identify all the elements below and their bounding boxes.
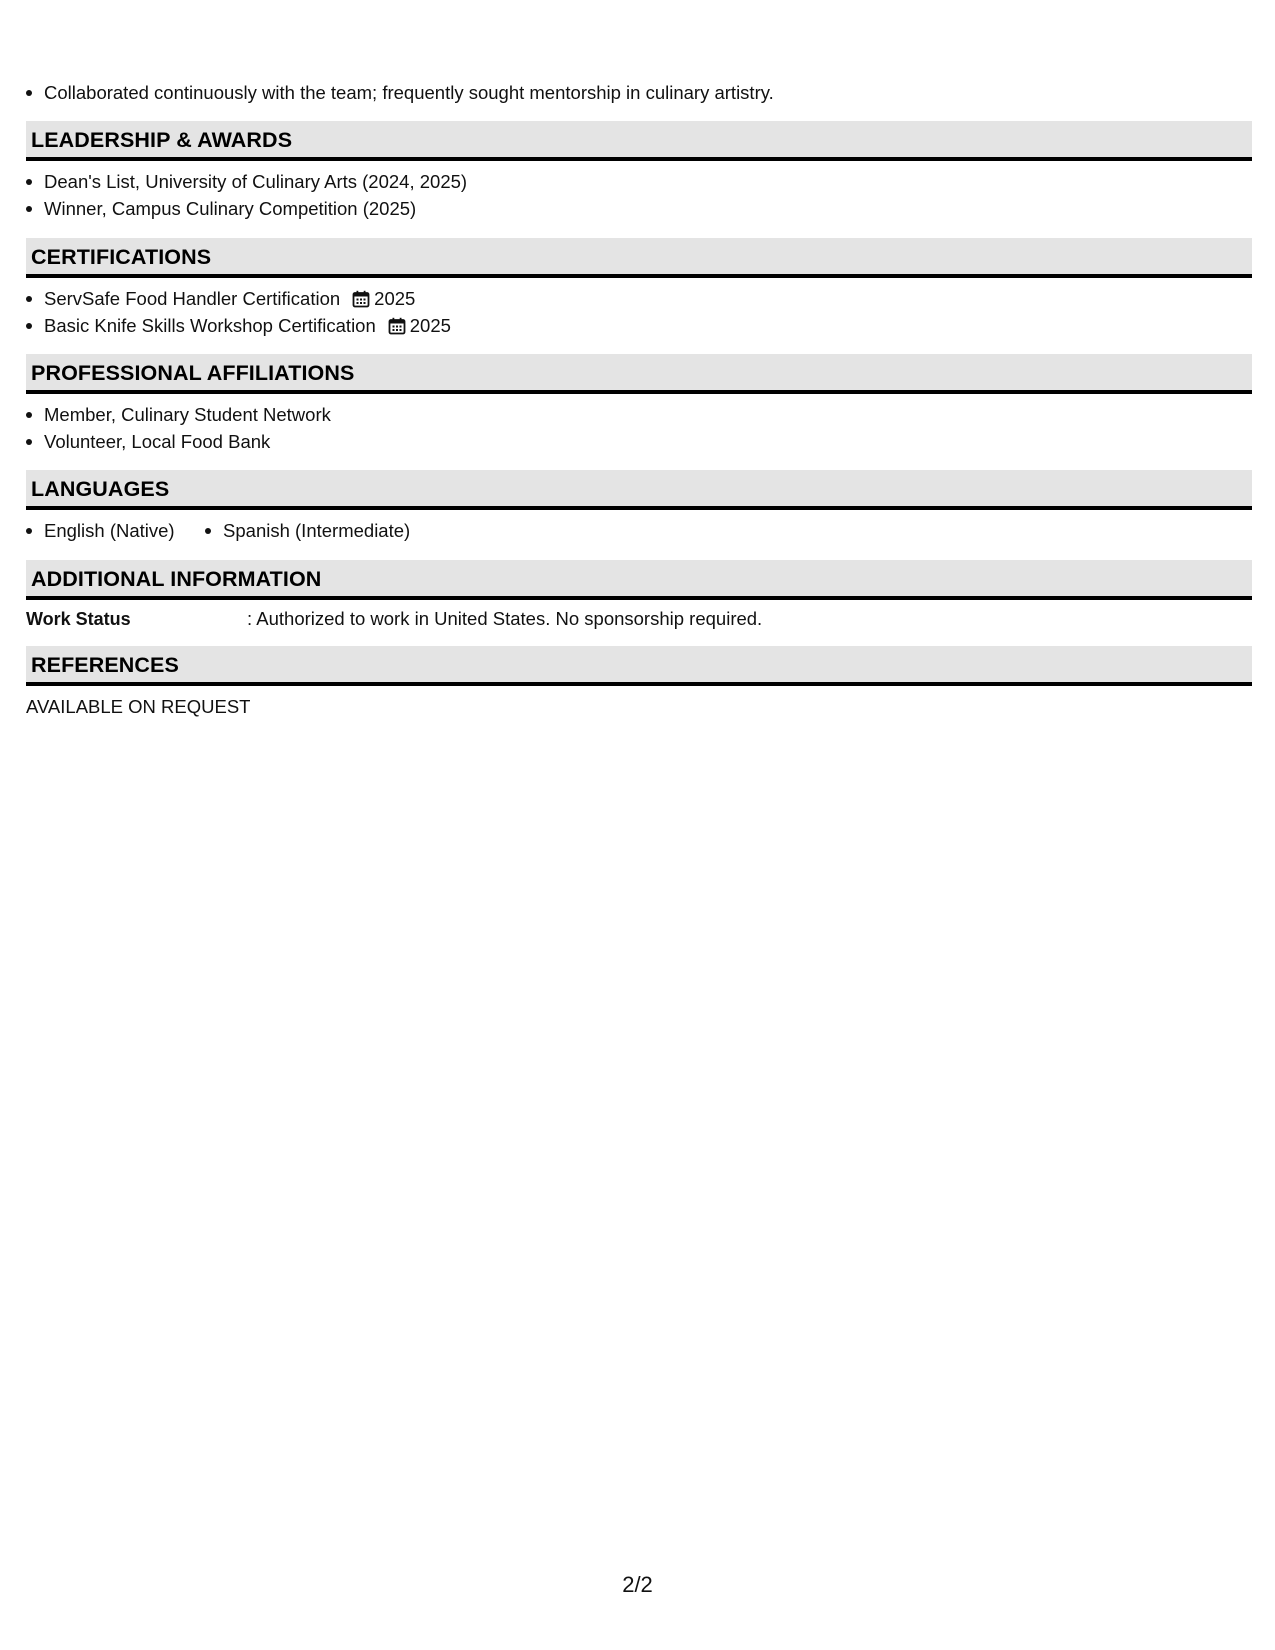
- certification-year: 2025: [374, 288, 416, 309]
- experience-continued-list: [26, 79, 774, 106]
- references-text: AVAILABLE ON REQUEST: [26, 696, 251, 717]
- section-title-certifications: CERTIFICATIONS: [26, 238, 1252, 278]
- certifications-list: [26, 285, 1252, 339]
- page-number: 2/2: [622, 1572, 653, 1597]
- affiliations-list: [26, 401, 1252, 455]
- certification-item: [26, 285, 1252, 312]
- work-status-value: : Authorized to work in United States. No sponsorship required.: [247, 608, 763, 629]
- language-item: Spanish (Intermediate): [205, 517, 410, 544]
- certification-name: Basic Knife Skills Workshop Certification: [44, 315, 376, 336]
- section-title-additional-info: ADDITIONAL INFORMATION: [26, 560, 1252, 600]
- list-item: Member, Culinary Student Network: [26, 401, 1252, 428]
- section-title-leadership: LEADERSHIP & AWARDS: [26, 121, 1252, 161]
- section-title-affiliations: PROFESSIONAL AFFILIATIONS: [26, 354, 1252, 394]
- list-item: Volunteer, Local Food Bank: [26, 428, 1252, 455]
- calendar-icon: [388, 317, 406, 335]
- section-title-languages: LANGUAGES: [26, 470, 1252, 510]
- certification-year: 2025: [409, 315, 451, 336]
- work-status-row: [26, 605, 1252, 633]
- leadership-list: [26, 168, 1252, 222]
- list-item: Winner, Campus Culinary Competition (2025): [26, 195, 1252, 222]
- certification-name: ServSafe Food Handler Certification: [44, 288, 341, 309]
- language-item: English (Native): [26, 517, 175, 544]
- list-item: Dean's List, University of Culinary Arts (2024, 2025): [26, 168, 1252, 195]
- list-item: Collaborated continuously with the team; frequently sought mentorship in culinary artistry.: [26, 79, 774, 106]
- certification-item: [26, 312, 1252, 339]
- work-status-label: Work Status: [26, 609, 131, 629]
- languages-list: [26, 517, 1252, 544]
- section-title-references: REFERENCES: [26, 646, 1252, 686]
- calendar-icon: [352, 290, 370, 308]
